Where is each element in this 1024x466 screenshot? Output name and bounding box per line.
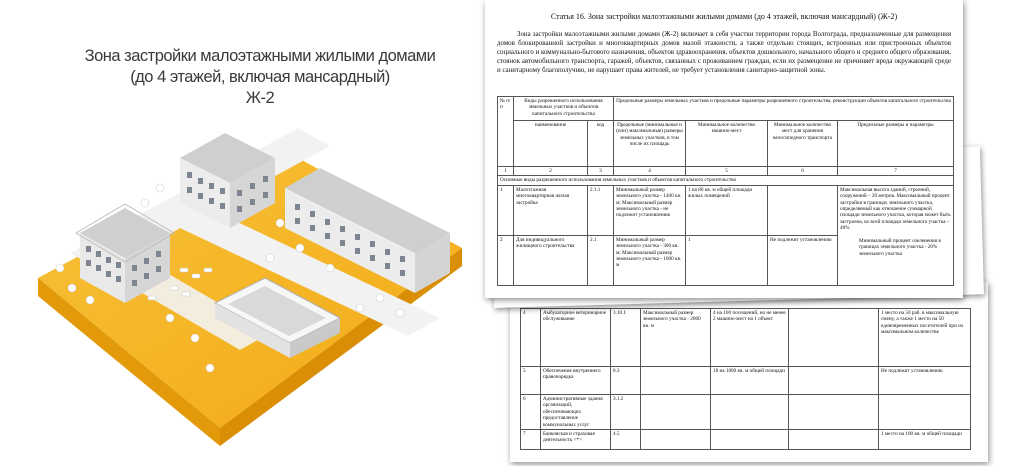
- document-sheet-1: [485, 0, 963, 298]
- header-size: Предельные (минимальные и (или) максимальные) размеры земельных участков, в том числе их площадь: [614, 121, 686, 167]
- params-extra: Минимальный процент озеленения в границах земельного участка - 20% земельного участка: [859, 238, 941, 257]
- header-kinds: Виды разрешенного использования земельных участков и объектов капитального строительства: [514, 97, 614, 121]
- zoning-table: [497, 96, 954, 286]
- table-header-row: [498, 97, 954, 121]
- table-row: 1 Малоэтажная многоквартирная жилая застройка 2.1.1 Минимальный размер земельного участка - 1400 кв. м; Максимальный размер земельного участка - не подлежит установлению 1 на 80 кв. м общей площади жилых помещений Максимальная высота зданий, строений, сооружений – 20 метров. Максимальный процент застройки в границах земельного участка, определяемый как отношение суммарной площади земельного участка, которая может быть застроена, ко всей площади земельного участка – 40%: [498, 185, 954, 235]
- section-title: Основные виды разрешенного использования земельных участков и объектов капитального строительства: [498, 176, 954, 185]
- title-line-3: Ж-2: [245, 89, 275, 107]
- header-bike: Минимальное количество мест для хранения велосипедного транспорта: [768, 121, 838, 167]
- table-row: 5 Обеспечение внутреннего правопорядка 8.3 18 на 1000 кв. м общей площади Не подлежит установлению: [521, 367, 971, 395]
- table-row: 2 Для индивидуального жилищного строительства 2.1 Минимальный размер земельного участка - 300 кв. м; Максимальный размер земельного участка - 1000 кв. м 1 Не подлежит установлению: [498, 235, 954, 285]
- slide-title: [60, 46, 460, 109]
- header-num: № п/п: [498, 97, 514, 167]
- column-number-row: 1 2 3 4 5 6 7: [498, 167, 954, 176]
- table-row: 4 Амбулаторное ветеринарное обслуживание 3.10.1 Максимальный размер земельного участка - 2000 кв. м 4 на 100 посещений, но не менее 2 машино-мест на 1 объект 1 место на 50 раб. в максимальную смену, а также 1 место на 50 единовременных посетителей при их максимальном количестве: [521, 309, 971, 367]
- table-sheet-3: [520, 308, 971, 450]
- title-line-2: (до 4 этажей, включая мансардный): [130, 68, 390, 86]
- zone-illustration: [30, 128, 470, 460]
- header-limits: Предельные размеры земельных участков и предельные параметры разрешенного строительства, реконструкции объектов капитального строительства: [614, 97, 954, 121]
- header-parking: Минимальное количество машино-мест: [686, 121, 768, 167]
- document-paragraph: Зона застройки малоэтажными жилыми домами (Ж-2) включает в себя участки территории города Волгограда, предназначенные для размещения домов блокированной застройки и многоквартирных домов малой этажности, а также отдельно стоящих, встроенных или пристроенных объектов социального и коммунально-бытового назначения, объектов здравоохранения, объектов дошкольного, начального общего и среднего общего образования, стоянок автомобильного транспорта, гаражей, объектов, связанных с проживанием граждан, если их размещение не причиняет вреда окружающей среде и санитарному благополучию, не нарушает права жителей, не требует установления санитарно-защитной зоны.: [497, 31, 951, 75]
- header-name: наименование: [514, 121, 588, 167]
- header-params: Предельные размеры и параметры: [838, 121, 954, 167]
- document-sheet-3: [510, 282, 988, 462]
- title-line-1: Зона застройки малоэтажными жилыми домами: [84, 47, 436, 65]
- table-subheader-row: [498, 121, 954, 167]
- section-title-row: [498, 176, 954, 185]
- table-row: 7 Банковская и страховая деятельность <*> 4.5 1 место на 100 кв. м общей площади: [521, 430, 971, 450]
- header-code: код: [588, 121, 614, 167]
- table-row: 6 Административные здания организаций, обеспечивающих предоставление коммунальных услуг 3.1.2: [521, 395, 971, 430]
- document-heading: Статья 16. Зона застройки малоэтажными жилыми домами (до 4 этажей, включая мансардный) (Ж-2): [550, 12, 898, 21]
